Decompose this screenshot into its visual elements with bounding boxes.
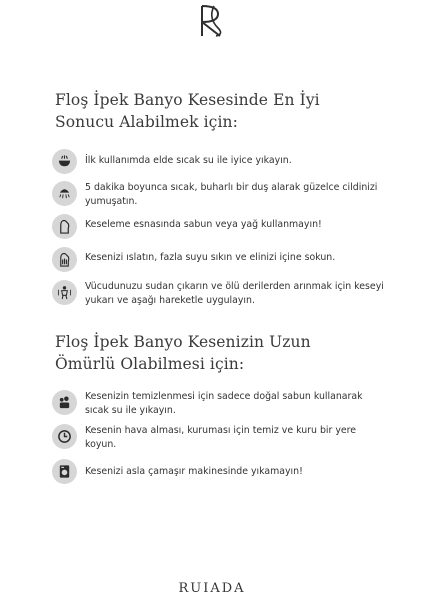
list-item <box>52 280 382 308</box>
item-text: Vücudunuzu sudan çıkarın ve ölü derilerden arınmak için keseyi yukarı ve aşağı hareketle uygulayın. <box>85 281 384 306</box>
item-text: İlk kullanımda elde sıcak su ile iyice yıkayın. <box>85 155 292 166</box>
bowl-icon <box>52 149 77 174</box>
item-text: Kesenizi ıslatın, fazla suyu sıkın ve elinizi içine sokun. <box>85 252 336 263</box>
section2-heading <box>55 331 311 375</box>
list-item <box>52 424 382 452</box>
list-item <box>52 390 382 418</box>
list-item <box>52 214 382 242</box>
soap-icon <box>52 390 77 415</box>
glove-icon <box>52 214 77 239</box>
section1-heading-line2: Sonucu Alabilmek için: <box>55 113 238 131</box>
item-text: Kesenizi asla çamaşır makinesinde yıkamayın! <box>85 466 303 477</box>
item-text: Kesenizin temizlenmesi için sadece doğal sabun kullanarak sıcak su ile yıkayın. <box>85 391 363 416</box>
item-text: Kesenin hava alması, kuruması için temiz ve kuru bir yere koyun. <box>85 425 357 450</box>
list-item <box>52 459 382 487</box>
item-text: Keseleme esnasında sabun veya yağ kullanmayın! <box>85 219 322 230</box>
list-item <box>52 149 382 177</box>
section1-heading <box>55 89 320 133</box>
brand-logo-icon <box>196 4 228 38</box>
section2-heading-line2: Ömürlü Olabilmesi için: <box>55 355 245 373</box>
section2-heading-line1: Floş İpek Banyo Kesenizin Uzun <box>55 333 311 351</box>
shower-icon <box>52 181 77 206</box>
section1-heading-line1: Floş İpek Banyo Kesesinde En İyi <box>55 91 320 109</box>
list-item <box>52 181 382 209</box>
brand-name: RUIADA <box>178 581 246 596</box>
item-text: 5 dakika boyunca sıcak, buharlı bir duş alarak güzelce cildinizi yumuşatın. <box>85 182 378 207</box>
body-scrub-icon <box>52 280 77 305</box>
hand-in-glove-icon <box>52 247 77 272</box>
list-item <box>52 247 382 275</box>
washing-machine-icon <box>52 459 77 484</box>
clock-icon <box>52 424 77 449</box>
